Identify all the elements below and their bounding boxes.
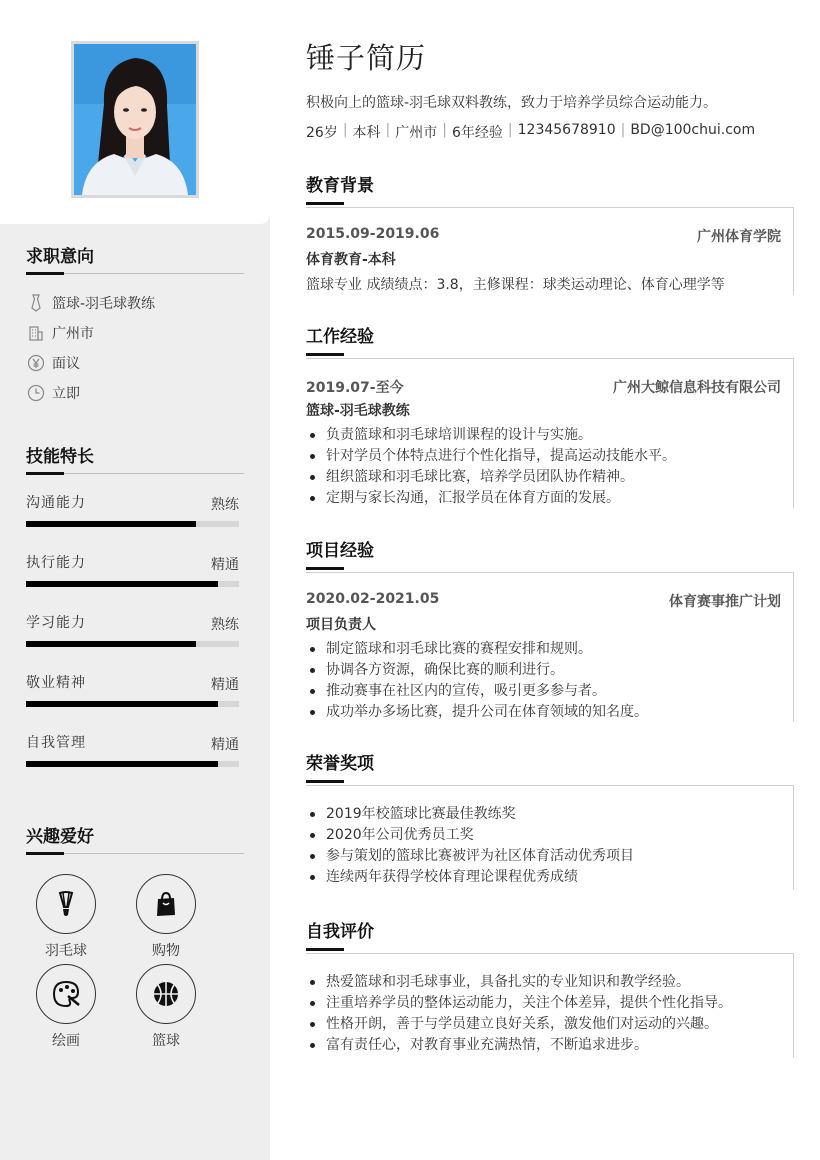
badminton-icon bbox=[36, 874, 96, 934]
hobbies-title: 兴趣爱好 bbox=[26, 824, 244, 854]
education-major: 体育教育-本科 bbox=[306, 252, 396, 268]
skill-name: 敬业精神 bbox=[26, 675, 86, 691]
page-title: 锤子简历 bbox=[306, 41, 427, 75]
skill-name: 执行能力 bbox=[26, 555, 86, 571]
hobbies-section bbox=[26, 824, 244, 1064]
skills-list bbox=[26, 492, 244, 792]
list-item: 富有责任心，对教育事业充满热情，不断追求进步。 bbox=[306, 1035, 793, 1056]
list-item: 成功举办多场比赛，提升公司在体育领域的知名度。 bbox=[306, 702, 793, 723]
list-item: 参与策划的篮球比赛被评为社区体育活动优秀项目 bbox=[306, 846, 793, 867]
list-item: 2019年校篮球比赛最佳教练奖 bbox=[306, 804, 793, 825]
self-eval-body bbox=[306, 953, 794, 1058]
hobby-label: 购物 bbox=[152, 943, 180, 959]
honors-bullets bbox=[306, 804, 793, 888]
list-item: 注重培养学员的整体运动能力，关注个体差异，提供个性化指导。 bbox=[306, 993, 793, 1014]
skill-bar bbox=[26, 581, 239, 587]
building-icon bbox=[26, 323, 46, 343]
list-item: 推动赛事在社区内的宣传，吸引更多参与者。 bbox=[306, 681, 793, 702]
work-section bbox=[306, 325, 794, 508]
basic-info: 26岁 | 本科 | 广州市 | 6年经验 | 12345678910 | BD@100chui.com bbox=[306, 122, 756, 141]
info-phone: 12345678910 bbox=[517, 122, 616, 138]
project-title: 项目经验 bbox=[306, 539, 794, 567]
skill-item bbox=[26, 492, 244, 552]
intro-text: 积极向上的篮球-羽毛球双料教练，致力于培养学员综合运动能力。 bbox=[306, 95, 718, 111]
work-period: 2019.07-至今 bbox=[306, 380, 404, 396]
skill-bar bbox=[26, 701, 239, 707]
hobby-shopping bbox=[126, 874, 206, 960]
intent-item-availability bbox=[26, 378, 244, 408]
intent-availability-label: 立即 bbox=[52, 386, 80, 402]
info-email: BD@100chui.com bbox=[630, 122, 756, 138]
clock-icon bbox=[26, 383, 46, 403]
project-role: 项目负责人 bbox=[306, 617, 376, 633]
project-section bbox=[306, 539, 794, 722]
intent-city-label: 广州市 bbox=[52, 326, 94, 342]
skill-bar-fill bbox=[26, 761, 218, 767]
skill-item bbox=[26, 552, 244, 612]
list-item: 组织篮球和羽毛球比赛，培养学员团队协作精神。 bbox=[306, 467, 793, 488]
basketball-icon bbox=[136, 964, 196, 1024]
skill-level: 熟练 bbox=[211, 617, 239, 633]
education-desc: 篮球专业 成绩绩点：3.8，主修课程：球类运动理论、体育心理学等 bbox=[306, 277, 725, 293]
info-experience: 6年经验 bbox=[451, 125, 503, 141]
skill-bar bbox=[26, 641, 239, 647]
intent-salary-label: 面议 bbox=[52, 356, 80, 372]
self-eval-bullets bbox=[306, 972, 793, 1056]
skill-item bbox=[26, 732, 244, 792]
honors-body bbox=[306, 785, 794, 890]
education-period: 2015.09-2019.06 bbox=[306, 226, 440, 242]
hobby-label: 篮球 bbox=[152, 1033, 180, 1049]
work-bullets bbox=[306, 425, 793, 509]
skill-bar bbox=[26, 761, 239, 767]
skill-bar bbox=[26, 521, 239, 527]
intent-item-position bbox=[26, 288, 244, 318]
skill-level: 精通 bbox=[211, 737, 239, 753]
avatar bbox=[71, 41, 199, 198]
honors-title: 荣誉奖项 bbox=[306, 752, 794, 780]
palette-icon bbox=[36, 964, 96, 1024]
education-title: 教育背景 bbox=[306, 174, 794, 202]
list-item: 定期与家长沟通，汇报学员在体育方面的发展。 bbox=[306, 488, 793, 509]
skill-level: 精通 bbox=[211, 677, 239, 693]
list-item: 热爱篮球和羽毛球事业，具备扎实的专业知识和教学经验。 bbox=[306, 972, 793, 993]
list-item: 2020年公司优秀员工奖 bbox=[306, 825, 793, 846]
list-item: 针对学员个体特点进行个性化指导，提高运动技能水平。 bbox=[306, 446, 793, 467]
skill-bar-fill bbox=[26, 641, 196, 647]
skill-name: 沟通能力 bbox=[26, 495, 86, 511]
intent-position-label: 篮球-羽毛球教练 bbox=[52, 296, 156, 312]
info-city: 广州市 bbox=[395, 125, 438, 141]
tie-icon bbox=[26, 293, 46, 313]
list-item: 连续两年获得学校体育理论课程优秀成绩 bbox=[306, 867, 793, 888]
skill-bar-fill bbox=[26, 581, 218, 587]
yen-icon bbox=[26, 353, 46, 373]
list-item: 负责篮球和羽毛球培训课程的设计与实施。 bbox=[306, 425, 793, 446]
skill-name: 自我管理 bbox=[26, 735, 86, 751]
skill-level: 精通 bbox=[211, 557, 239, 573]
skills-title: 技能特长 bbox=[26, 444, 244, 474]
skill-bar-fill bbox=[26, 701, 218, 707]
list-item: 制定篮球和羽毛球比赛的赛程安排和规则。 bbox=[306, 639, 793, 660]
intent-item-city bbox=[26, 318, 244, 348]
intent-title: 求职意向 bbox=[26, 244, 244, 274]
skill-bar-fill bbox=[26, 521, 196, 527]
work-company: 广州大鲸信息科技有限公司 bbox=[613, 380, 781, 396]
info-degree: 本科 bbox=[352, 125, 381, 141]
list-item: 协调各方资源，确保比赛的顺利进行。 bbox=[306, 660, 793, 681]
hobby-badminton bbox=[26, 874, 106, 960]
work-body bbox=[306, 358, 794, 508]
education-section bbox=[306, 174, 794, 295]
shopping-bag-icon bbox=[136, 874, 196, 934]
hobby-label: 羽毛球 bbox=[45, 943, 87, 959]
self-eval-title: 自我评价 bbox=[306, 920, 794, 948]
skill-item bbox=[26, 612, 244, 672]
project-name: 体育赛事推广计划 bbox=[669, 594, 781, 610]
hobbies-grid bbox=[26, 874, 244, 1064]
project-period: 2020.02-2021.05 bbox=[306, 591, 440, 607]
honors-section bbox=[306, 752, 794, 890]
hobby-painting bbox=[26, 964, 106, 1050]
work-role: 篮球-羽毛球教练 bbox=[306, 403, 410, 419]
work-title: 工作经验 bbox=[306, 325, 794, 353]
education-school: 广州体育学院 bbox=[697, 229, 781, 245]
project-bullets bbox=[306, 639, 793, 723]
info-age: 26岁 bbox=[306, 125, 338, 141]
hobby-basketball bbox=[126, 964, 206, 1050]
skill-item bbox=[26, 672, 244, 732]
list-item: 性格开朗，善于与学员建立良好关系，激发他们对运动的兴趣。 bbox=[306, 1014, 793, 1035]
education-body bbox=[306, 207, 794, 295]
hobby-label: 绘画 bbox=[52, 1033, 80, 1049]
intent-section bbox=[26, 244, 244, 408]
skill-name: 学习能力 bbox=[26, 615, 86, 631]
self-eval-section bbox=[306, 920, 794, 1058]
photo-card bbox=[0, 0, 270, 224]
skills-section bbox=[26, 444, 244, 792]
project-body bbox=[306, 572, 794, 722]
skill-level: 熟练 bbox=[211, 497, 239, 513]
intent-item-salary bbox=[26, 348, 244, 378]
sidebar bbox=[0, 0, 270, 1160]
